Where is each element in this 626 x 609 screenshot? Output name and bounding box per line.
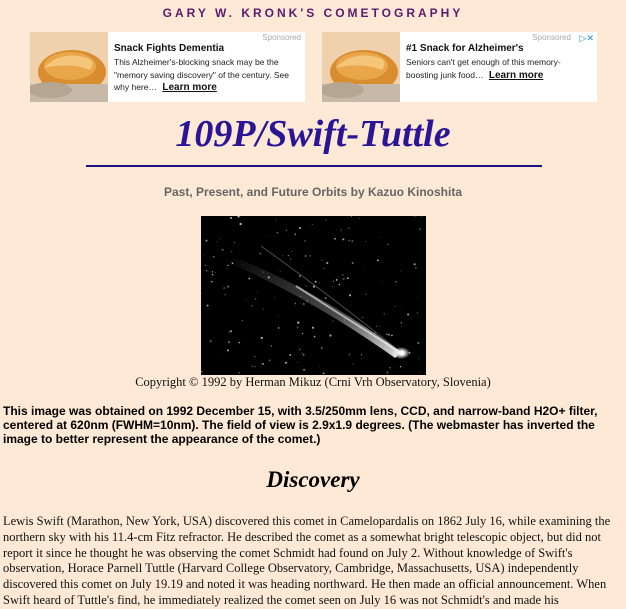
ad-title[interactable]: #1 Snack for Alzheimer's xyxy=(406,43,524,54)
sponsored-label: Sponsored xyxy=(532,33,571,42)
title-divider xyxy=(86,165,542,167)
sponsored-ad-2[interactable] xyxy=(322,32,597,102)
site-header[interactable]: GARY W. KRONK'S COMETOGRAPHY xyxy=(162,6,464,20)
discovery-paragraph: Lewis Swift (Marathon, New York, USA) discovered this comet in Camelopardalis on 1862 July 16, while examining the northern sky with his 11.4-cm Fitz refractor. He described the comet as a somewhat bright telescopic object, but did not report it since he thought he was observing the comet Schmidt had found on July 2. Without knowledge of Swift's observation, Horace Parnell Tuttle (Harvard College Observatory, Cambridge, Massachusetts, USA) independently discovered this comet on July 19.19 and noted it was heading northward. He then made an official announcement. When Swift heard of Tuttle's find, he immediately realized the comet seen on July 16 was not Schmidt's and made his xyxy=(3,514,611,607)
image-copyright: Copyright © 1992 by Herman Mikuz (Crni Vrh Observatory, Slovenia) xyxy=(135,375,491,389)
ad-body xyxy=(406,56,591,82)
sponsored-ad-1[interactable] xyxy=(30,32,305,102)
ad-body-text: Seniors can't get enough of this memory-boosting junk food… xyxy=(406,57,561,80)
page-title: 109P/Swift-Tuttle xyxy=(175,113,451,155)
learn-more-link[interactable]: Learn more xyxy=(488,69,544,81)
ad-title[interactable]: Snack Fights Dementia xyxy=(114,43,225,54)
ad-choices[interactable] xyxy=(572,33,594,43)
peanut-butter-spoon-image[interactable] xyxy=(30,32,108,102)
image-caption: This image was obtained on 1992 December 15, with 3.5/250mm lens, CCD, and narrow-band H2O+ filter, centered at 620nm (FWHM=10nm). The field of view is 2.9x1.9 degrees. (The webmaster has inverted the image to better represent the appearance of the comet.) xyxy=(3,404,598,446)
peanut-butter-spoon-image[interactable] xyxy=(322,32,400,102)
sponsored-label: Sponsored xyxy=(262,33,301,42)
close-icon[interactable]: ✕ xyxy=(586,33,594,43)
learn-more-link[interactable]: Learn more xyxy=(162,82,217,93)
ad-body xyxy=(114,56,299,95)
discovery-heading: Discovery xyxy=(266,467,360,492)
subtitle-link[interactable]: Past, Present, and Future Orbits by Kazuo Kinoshita xyxy=(163,185,463,199)
comet-photograph[interactable] xyxy=(201,216,426,375)
ad-body-text: This Alzheimer's-blocking snack may be the "memory saving discovery" of the century. See why here… xyxy=(114,57,290,92)
ad-choices-icon[interactable]: ▷ xyxy=(579,33,587,43)
